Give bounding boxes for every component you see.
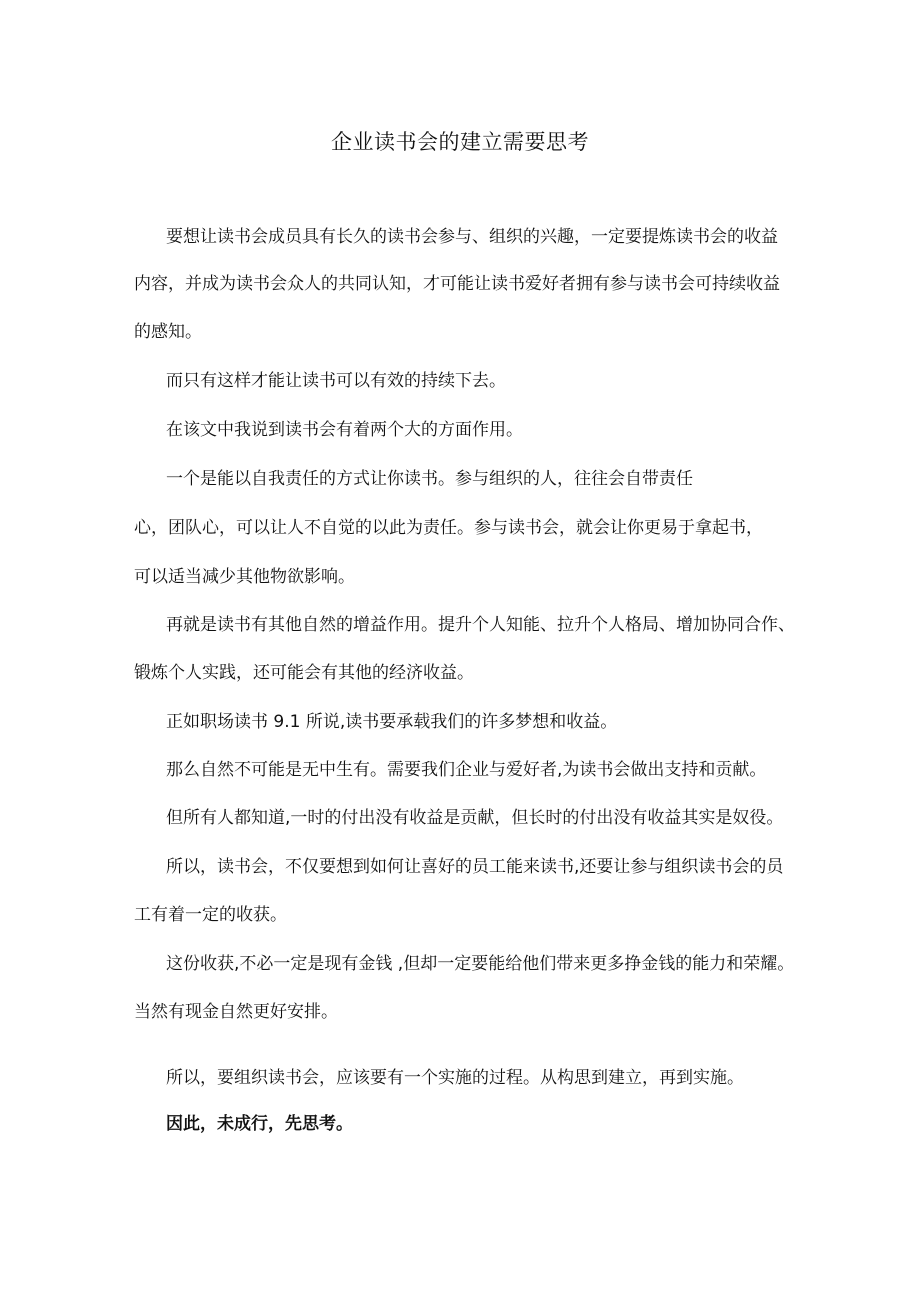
paragraph-line: 所以，读书会，不仅要想到如何让喜好的员工能来读书,还要让参与组织读书会的员 <box>166 857 784 877</box>
paragraph-line: 而只有这样才能让读书可以有效的持续下去。 <box>166 371 506 391</box>
paragraph-line: 那么自然不可能是无中生有。需要我们企业与爱好者,为读书会做出支持和贡献。 <box>166 760 767 780</box>
paragraph-line: 这份收获,不必一定是现有金钱 ,但却一定要能给他们带来更多挣金钱的能力和荣耀。 <box>166 954 795 974</box>
paragraph-line: 的感知。 <box>134 322 202 342</box>
paragraph-line: 再就是读书有其他自然的增益作用。提升个人知能、拉升个人格局、增加协同合作、 <box>166 615 795 635</box>
paragraph-line: 在该文中我说到读书会有着两个大的方面作用。 <box>166 420 523 440</box>
conclusion-line: 因此，未成行，先思考。 <box>166 1114 353 1134</box>
paragraph-line: 所以，要组织读书会，应该要有一个实施的过程。从构思到建立，再到实施。 <box>166 1068 744 1088</box>
paragraph-line: 但所有人都知道,一时的付出没有收益是贡献，但长时的付出没有收益其实是奴役。 <box>166 808 784 828</box>
paragraph-line: 正如职场读书 9.1 所说,读书要承载我们的许多梦想和收益。 <box>166 712 618 732</box>
paragraph-line: 锻炼个人实践，还可能会有其他的经济收益。 <box>134 663 474 683</box>
paragraph-line: 心，团队心，可以让人不自觉的以此为责任。参与读书会，就会让你更易于拿起书， <box>134 518 763 538</box>
paragraph-line: 当然有现金自然更好安排。 <box>134 1002 338 1022</box>
document-title: 企业读书会的建立需要思考 <box>331 130 589 154</box>
paragraph-line: 可以适当减少其他物欲影响。 <box>134 567 355 587</box>
paragraph-line: 内容，并成为读书会众人的共同认知，才可能让读书爱好者拥有参与读书会可持续收益 <box>134 274 780 294</box>
paragraph-line: 要想让读书会成员具有长久的读书会参与、组织的兴趣，一定要提炼读书会的收益 <box>166 227 778 247</box>
paragraph-line: 一个是能以自我责任的方式让你读书。参与组织的人，往往会自带责任 <box>166 469 693 489</box>
paragraph-line: 工有着一定的收获。 <box>134 905 287 925</box>
